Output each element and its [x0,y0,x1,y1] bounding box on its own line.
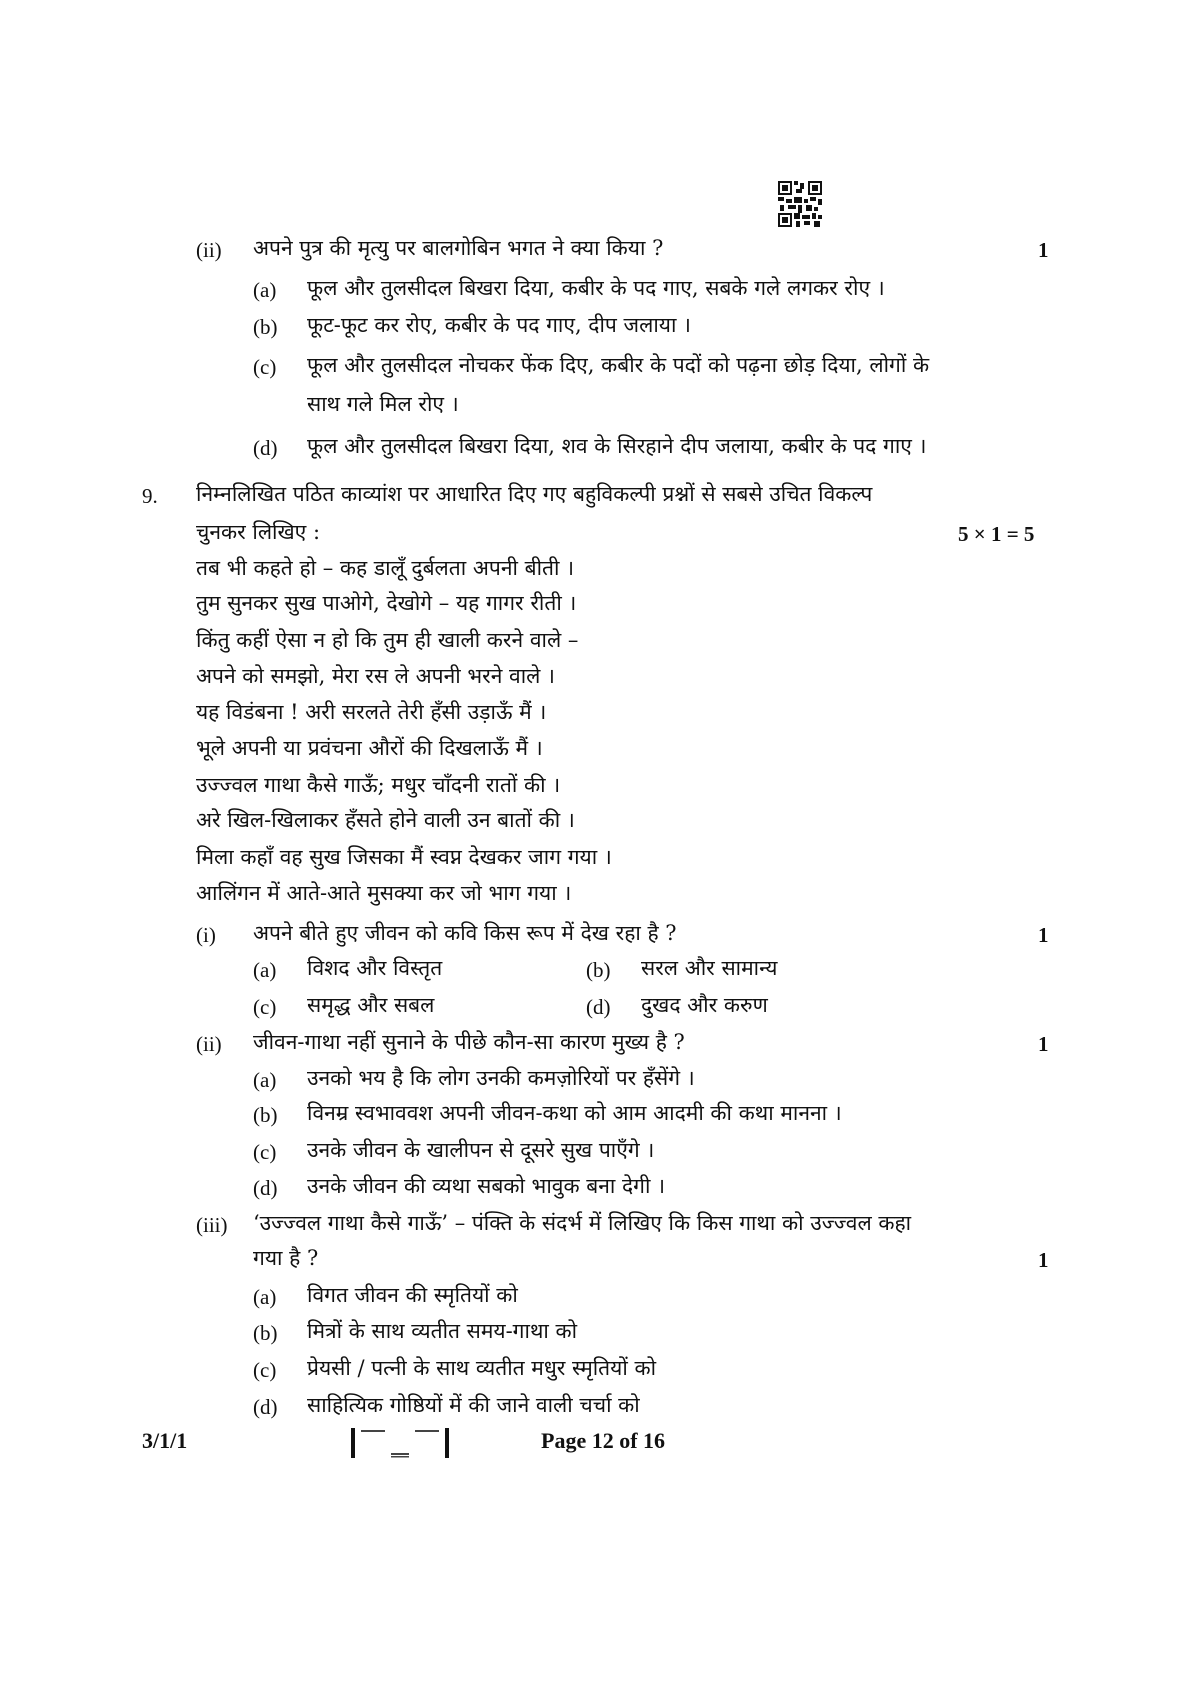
option-label: (c) [253,995,277,1019]
poem-line: भूले अपनी या प्रवंचना औरों की दिखलाऊँ मैं । [196,736,543,760]
question-text: ‘उज्ज्वल गाथा कैसे गाऊँ’ – पंक्ति के संदर्भ में लिखिए कि किस गाथा को उज्ज्वल कहा [253,1211,912,1235]
question-part-number: (i) [196,923,216,947]
poem-line: मिला कहाँ वह सुख जिसका मैं स्वप्न देखकर जाग गया । [196,845,612,869]
option-text: मित्रों के साथ व्यतीत समय-गाथा को [307,1319,578,1343]
option-label: (b) [253,315,278,339]
option-label: (c) [253,1358,277,1382]
option-text-continued: साथ गले मिल रोए । [307,392,459,416]
question-part-number: (iii) [196,1213,228,1237]
question-instruction: चुनकर लिखिए : [196,520,321,544]
marks: 1 [1038,1032,1049,1056]
option-label: (c) [253,1140,277,1164]
qr-code-icon [778,181,822,227]
option-label: (d) [253,436,278,460]
option-text: फूल और तुलसीदल बिखरा दिया, कबीर के पद गाए, सबके गले लगकर रोए । [307,276,885,300]
paper-code: 3/1/1 [142,1428,188,1453]
option-text: विनम्र स्वभाववश अपनी जीवन-कथा को आम आदमी की कथा मानना । [307,1101,842,1125]
question-number: 9. [142,484,158,508]
option-label: (b) [253,1103,278,1127]
option-text: समृद्ध और सबल [307,993,435,1017]
option-text: साहित्यिक गोष्ठियों में की जाने वाली चर्चा को [307,1393,640,1417]
option-label: (d) [586,995,611,1019]
option-label: (a) [253,958,277,982]
poem-line: आलिंगन में आते-आते मुसक्या कर जो भाग गया । [196,881,572,905]
option-text: विशद और विस्तृत [307,956,443,980]
question-text: अपने पुत्र की मृत्यु पर बालगोबिन भगत ने क्या किया ? [253,236,664,260]
poem-line: उज्ज्वल गाथा कैसे गाऊँ; मधुर चाँदनी रातों की । [196,773,561,797]
option-label: (d) [253,1176,278,1200]
poem-line: अपने को समझो, मेरा रस ले अपनी भरने वाले । [196,664,556,688]
marks: 1 [1038,923,1049,947]
poem-line: तुम सुनकर सुख पाओगे, देखोगे – यह गागर रीती । [196,591,577,615]
option-label: (a) [253,1285,277,1309]
option-label: (a) [253,278,277,302]
option-text: उनको भय है कि लोग उनकी कमज़ोरियों पर हँसेंगे । [307,1066,695,1090]
option-label: (b) [586,958,611,982]
option-text: उनके जीवन की व्यथा सबको भावुक बना देगी । [307,1174,666,1198]
poem-line: तब भी कहते हो – कह डालूँ दुर्बलता अपनी बीती । [196,556,575,580]
poem-line: अरे खिल-खिलाकर हँसते होने वाली उन बातों की । [196,808,575,832]
option-text: फूल और तुलसीदल नोचकर फेंक दिए, कबीर के पदों को पढ़ना छोड़ दिया, लोगों के [307,353,930,377]
option-text: फूट-फूट कर रोए, कबीर के पद गाए, दीप जलाया । [307,313,692,337]
option-label: (d) [253,1395,278,1419]
question-text-continued: गया है ? [253,1246,319,1270]
marks: 1 [1038,238,1049,262]
option-label: (c) [253,355,277,379]
question-text: जीवन-गाथा नहीं सुनाने के पीछे कौन-सा कारण मुख्य है ? [253,1030,685,1054]
option-text: दुखद और करुण [641,993,768,1017]
question-instruction: निम्नलिखित पठित काव्यांश पर आधारित दिए गए बहुविकल्पी प्रश्नों से सबसे उचित विकल्प [196,482,873,506]
option-text: सरल और सामान्य [641,956,778,980]
option-label: (b) [253,1321,278,1345]
marks: 1 [1038,1248,1049,1272]
marks-formula: 5 × 1 = 5 [958,522,1035,546]
poem-line: यह विडंबना ! अरी सरलते तेरी हँसी उड़ाऊँ मैं । [196,700,547,724]
question-part-number: (ii) [196,238,222,262]
option-text: फूल और तुलसीदल बिखरा दिया, शव के सिरहाने दीप जलाया, कबीर के पद गाए । [307,434,927,458]
option-text: उनके जीवन के खालीपन से दूसरे सुख पाएँगे । [307,1138,655,1162]
barcode-icon [351,1428,451,1458]
option-text: प्रेयसी / पत्नी के साथ व्यतीत मधुर स्मृतियों को [307,1356,657,1380]
option-text: विगत जीवन की स्मृतियों को [307,1283,518,1307]
poem-line: किंतु कहीं ऐसा न हो कि तुम ही खाली करने वाले – [196,628,579,652]
question-part-number: (ii) [196,1032,222,1056]
option-label: (a) [253,1068,277,1092]
page-number: Page 12 of 16 [541,1428,666,1453]
question-text: अपने बीते हुए जीवन को कवि किस रूप में देख रहा है ? [253,921,677,945]
